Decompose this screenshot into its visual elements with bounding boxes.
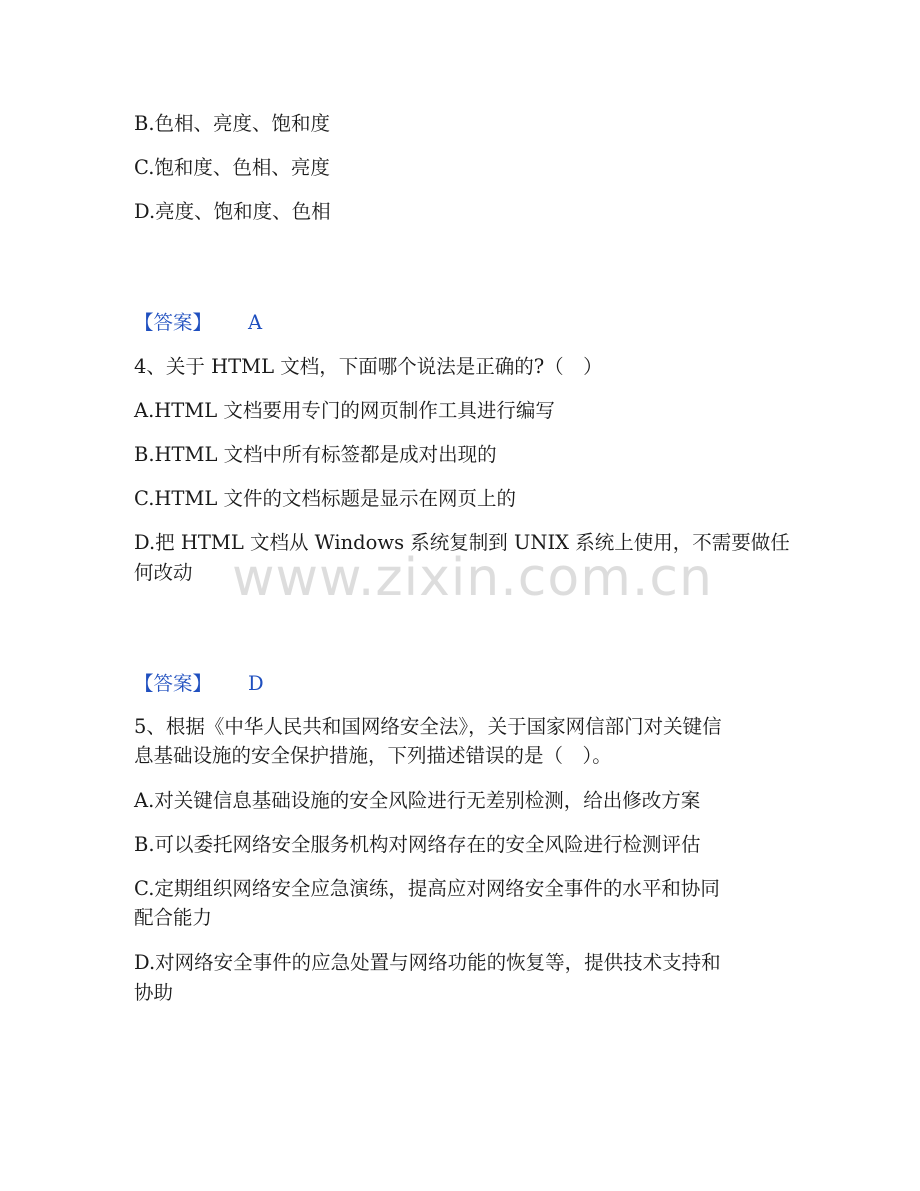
q5-option-b: B.可以委托网络安全服务机构对网络存在的安全风险进行检测评估 [134,833,701,856]
q5-stem-line2: 息基础设施的安全保护措施，下列描述错误的是（ ）。 [134,744,612,767]
q3-option-b: B.色相、亮度、饱和度 [134,112,331,135]
q5-option-d-line2: 协助 [134,981,174,1004]
answer-3 [134,312,262,334]
q3-option-c: C.饱和度、色相、亮度 [134,156,330,179]
answer-value: A [248,311,263,334]
q5-option-d-line1: D.对网络安全事件的应急处置与网络功能的恢复等，提供技术支持和 [134,951,721,974]
q4-option-b: B.HTML 文档中所有标签都是成对出现的 [134,443,497,466]
q5-option-c-line1: C.定期组织网络安全应急演练，提高应对网络安全事件的水平和协同 [134,877,720,900]
q4-option-c: C.HTML 文件的文档标题是显示在网页上的 [134,487,517,510]
q3-option-d: D.亮度、饱和度、色相 [134,200,331,223]
answer-value: D [248,672,264,695]
q4-option-d-line1: D.把 HTML 文档从 Windows 系统复制到 UNIX 系统上使用，不需要做任 [134,531,790,554]
answer-label: 【答案】 [134,672,213,695]
q4-option-a: A.HTML 文档要用专门的网页制作工具进行编写 [134,399,555,422]
q5-stem-line1: 5、根据《中华人民共和国网络安全法》，关于国家网信部门对关键信 [134,715,722,738]
q4-stem: 4、关于 HTML 文档，下面哪个说法是正确的?（ ） [134,355,603,378]
q5-option-c-line2: 配合能力 [134,906,213,929]
answer-label: 【答案】 [134,311,213,334]
q5-option-a: A.对关键信息基础设施的安全风险进行无差别检测，给出修改方案 [134,789,701,812]
q4-option-d-line2: 何改动 [134,561,193,584]
watermark: www.zixin.com.cn [232,548,713,608]
answer-4 [134,673,264,695]
